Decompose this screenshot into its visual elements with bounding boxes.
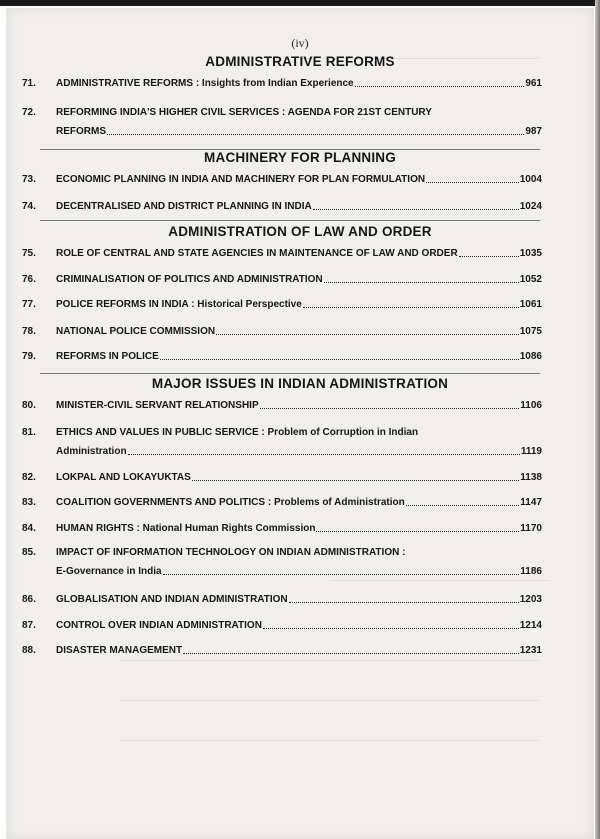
entry-page: 1203	[519, 594, 542, 605]
dot-leader	[324, 281, 519, 283]
page-top-edge	[0, 0, 600, 6]
dot-leader	[216, 333, 519, 335]
entry-page: 1052	[519, 274, 542, 285]
entry-number: 83.	[22, 497, 36, 508]
entry-page: 1086	[519, 351, 542, 362]
entry-title: ROLE OF CENTRAL AND STATE AGENCIES IN MAINTENANCE OF LAW AND ORDER	[56, 248, 458, 259]
entry-title: POLICE REFORMS IN INDIA : Historical Perspective	[56, 299, 302, 310]
section-title-law-and-order: ADMINISTRATION OF LAW AND ORDER	[168, 224, 432, 239]
show-through-line	[120, 740, 540, 750]
entry-title: MINISTER-CIVIL SERVANT RELATIONSHIP	[56, 400, 259, 411]
entry-line	[56, 645, 542, 656]
entry-number: 88.	[22, 645, 36, 656]
entry-line-continued	[56, 446, 542, 457]
entry-title: NATIONAL POLICE COMMISSION	[56, 326, 216, 337]
entry-page: 1147	[520, 497, 542, 508]
entry-number: 74.	[22, 201, 36, 212]
entry-number: 79.	[22, 351, 36, 362]
dot-leader	[260, 407, 520, 409]
entry-title: DISASTER MANAGEMENT	[56, 645, 183, 656]
entry-title: ADMINISTRATIVE REFORMS : Insights from Indian Experience	[56, 78, 354, 89]
entry-line	[56, 620, 542, 631]
dot-leader	[313, 208, 519, 210]
show-through-line	[120, 660, 540, 670]
entry-number: 86.	[22, 594, 36, 605]
entry-page: 1061	[519, 299, 542, 310]
entry-number: 71.	[22, 78, 36, 89]
entry-number: 81.	[22, 427, 36, 438]
entry-title: ECONOMIC PLANNING IN INDIA AND MACHINERY FOR PLAN FORMULATION	[56, 174, 426, 185]
entry-line	[56, 174, 542, 185]
entry-line	[56, 497, 542, 508]
entry-page: 1231	[519, 645, 542, 656]
dot-leader	[160, 358, 519, 360]
entry-title-continued: E-Governance in India	[56, 566, 162, 577]
entry-line	[56, 107, 542, 118]
entry-page: 1035	[519, 248, 542, 259]
section-divider	[40, 220, 540, 221]
page-number: (iv)	[291, 36, 309, 50]
entry-line-continued	[56, 126, 542, 137]
dot-leader	[263, 627, 519, 629]
entry-line	[56, 400, 542, 411]
entry-line	[56, 472, 542, 483]
entry-page: 1170	[520, 523, 542, 534]
entry-title: REFORMING INDIA'S HIGHER CIVIL SERVICES : AGENDA FOR 21ST CENTURY	[56, 107, 432, 118]
entry-title: COALITION GOVERNMENTS AND POLITICS : Problems of Administration	[56, 497, 405, 508]
entry-line	[56, 78, 542, 89]
entry-number: 73.	[22, 174, 36, 185]
entry-title: HUMAN RIGHTS : National Human Rights Commission	[56, 523, 316, 534]
dot-leader	[316, 530, 519, 532]
entry-number: 84.	[22, 523, 36, 534]
section-divider	[40, 373, 540, 374]
entry-line	[56, 299, 542, 310]
dot-leader	[426, 181, 519, 183]
entry-page: 1004	[519, 174, 542, 185]
entry-title: CONTROL OVER INDIAN ADMINISTRATION	[56, 620, 262, 631]
entry-page: 1138	[520, 472, 542, 483]
dot-leader	[192, 479, 519, 481]
entry-line	[56, 427, 542, 438]
entry-page: 1075	[519, 326, 542, 337]
entry-line	[56, 594, 542, 605]
dot-leader	[406, 504, 520, 506]
dot-leader	[303, 306, 519, 308]
show-through-line	[330, 580, 550, 590]
entry-number: 87.	[22, 620, 36, 631]
entry-page: 961	[525, 78, 542, 89]
entry-line	[56, 547, 542, 558]
entry-title: IMPACT OF INFORMATION TECHNOLOGY ON INDIAN ADMINISTRATION :	[56, 547, 406, 558]
entry-title: GLOBALISATION AND INDIAN ADMINISTRATION	[56, 594, 288, 605]
entry-page: 1186	[520, 566, 542, 577]
entry-title: ETHICS AND VALUES IN PUBLIC SERVICE : Problem of Corruption in Indian	[56, 427, 419, 438]
dot-leader	[355, 85, 525, 87]
dot-leader	[163, 573, 520, 575]
entry-number: 82.	[22, 472, 36, 483]
entry-number: 85.	[22, 547, 36, 558]
dot-leader	[107, 133, 524, 135]
entry-title-continued: Administration	[56, 446, 127, 457]
section-title-major-issues: MAJOR ISSUES IN INDIAN ADMINISTRATION	[151, 376, 449, 391]
entry-page: 1119	[520, 446, 542, 457]
entry-line	[56, 274, 542, 285]
section-title-machinery-for-planning: MACHINERY FOR PLANNING	[204, 150, 396, 165]
entry-number: 77.	[22, 299, 36, 310]
entry-page: 1214	[519, 620, 542, 631]
entry-number: 78.	[22, 326, 36, 337]
entry-title: DECENTRALISED AND DISTRICT PLANNING IN INDIA	[56, 201, 312, 212]
entry-line	[56, 248, 542, 259]
dot-leader	[128, 453, 520, 455]
entry-number: 80.	[22, 400, 36, 411]
dot-leader	[183, 652, 519, 654]
entry-number: 75.	[22, 248, 36, 259]
show-through-line	[120, 700, 540, 710]
entry-title: LOKPAL AND LOKAYUKTAS	[56, 472, 191, 483]
entry-line	[56, 523, 542, 534]
entry-page: 1024	[519, 201, 542, 212]
page-spine-shadow	[595, 0, 600, 839]
dot-leader	[289, 601, 519, 603]
section-title-administrative-reforms: ADMINISTRATIVE REFORMS	[205, 54, 395, 69]
entry-line-continued	[56, 566, 542, 577]
entry-page: 987	[525, 126, 542, 137]
dot-leader	[459, 255, 519, 257]
entry-title-continued: REFORMS	[56, 126, 106, 137]
entry-page: 1106	[520, 400, 542, 411]
entry-title: CRIMINALISATION OF POLITICS AND ADMINISTRATION	[56, 274, 323, 285]
entry-title: REFORMS IN POLICE	[56, 351, 159, 362]
entry-line	[56, 351, 542, 362]
entry-line	[56, 201, 542, 212]
entry-line	[56, 326, 542, 337]
entry-number: 72.	[22, 107, 36, 118]
entry-number: 76.	[22, 274, 36, 285]
